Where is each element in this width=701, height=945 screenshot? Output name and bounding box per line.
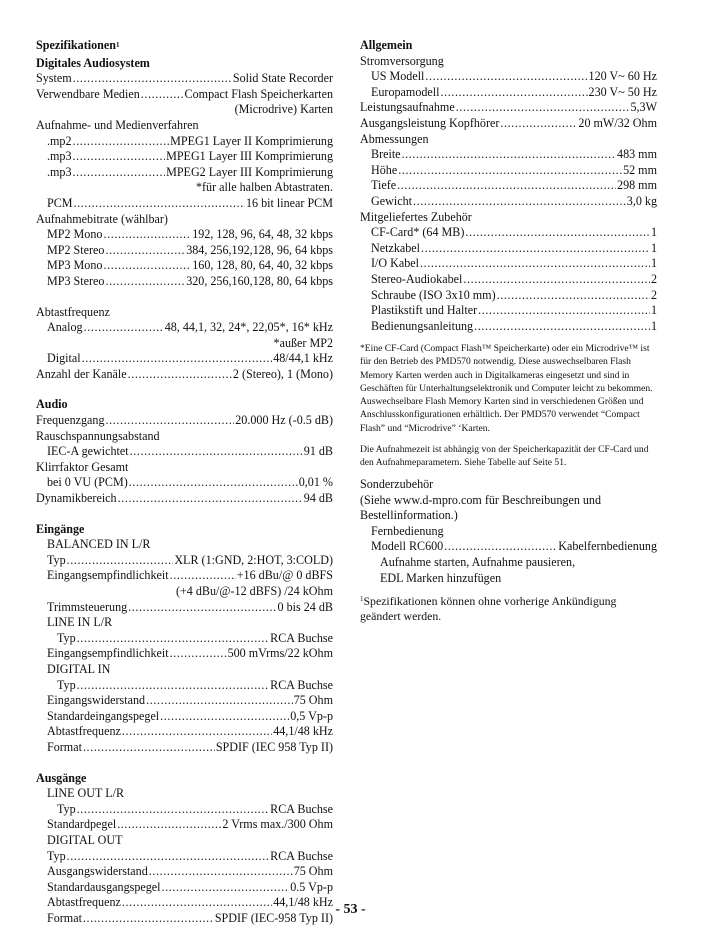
line-text: (Microdrive) Karten <box>234 102 333 117</box>
spec-value: 52 mm <box>623 162 657 177</box>
spec-row-leistungsaufnahme <box>360 100 657 116</box>
spec-text <box>36 460 333 476</box>
spec-row-netzkabel <box>360 241 657 257</box>
dot-leader <box>162 880 290 896</box>
spec-row-mp3 <box>36 149 333 165</box>
line-text: BALANCED IN L/R <box>47 537 151 552</box>
spec-row-us-modell <box>360 69 657 85</box>
spec-label: Standardausgangspegel <box>47 879 161 894</box>
spec-value: 3,0 kg <box>626 193 657 208</box>
spec-text <box>36 584 333 600</box>
dot-leader <box>444 539 557 555</box>
spec-row-mp3 <box>36 165 333 181</box>
line-text: Bestellinformation.) <box>360 508 458 523</box>
dot-leader <box>77 802 270 818</box>
spec-label: Abtastfrequenz <box>47 895 121 910</box>
dot-leader <box>67 553 174 569</box>
heading-text: Audio <box>36 397 68 412</box>
dot-leader <box>103 258 191 274</box>
spec-label: MP2 Mono <box>47 227 103 242</box>
line-text: LINE OUT L/R <box>47 786 125 801</box>
spec-label: Anzahl der Kanäle <box>36 366 127 381</box>
heading-text: Ausgänge <box>36 770 87 785</box>
spec-value: Kabelfernbedienung <box>558 539 657 554</box>
heading-text: Digitales Audiosystem <box>36 55 150 70</box>
right-column <box>360 38 657 624</box>
dot-leader <box>122 724 272 740</box>
spec-label: Tiefe <box>371 178 397 193</box>
section-spacer <box>36 290 333 305</box>
spec-title: Spezifikationen $^1$ <box>36 38 120 52</box>
spec-row-schraube-iso-3x10-mm <box>360 288 657 304</box>
spec-label: Ausgangsleistung Kopfhörer <box>360 115 500 130</box>
section-heading <box>360 38 657 54</box>
dot-leader <box>103 227 191 243</box>
dot-leader <box>73 149 166 165</box>
spec-label: Trimmsteuerung <box>47 599 128 614</box>
spec-value: 48, 44,1, 32, 24*, 22,05*, 16* kHz <box>164 320 333 335</box>
spec-value: 483 mm <box>617 147 657 162</box>
dot-leader <box>118 491 303 507</box>
spec-text <box>360 132 657 148</box>
spec-value: 75 Ohm <box>293 864 333 879</box>
dot-leader <box>67 849 270 865</box>
spec-label: .mp3 <box>47 164 72 179</box>
dot-leader <box>106 413 235 429</box>
dot-leader <box>129 475 298 491</box>
spec-text <box>36 212 333 228</box>
spec-label: Modell RC600 <box>371 539 444 554</box>
line-text: DIGITAL IN <box>47 661 111 676</box>
spec-value: MPEG2 Layer III Komprimierung <box>166 164 333 179</box>
spec-row-pcm <box>36 196 333 212</box>
spec-row-i-o-kabel <box>360 256 657 272</box>
spec-label: Format <box>47 910 82 925</box>
spec-row-frequenzgang <box>36 413 333 429</box>
spec-label: Typ <box>47 552 66 567</box>
dot-leader <box>478 303 650 319</box>
dot-leader <box>73 71 232 87</box>
dot-leader <box>160 709 289 725</box>
spec-value: 120 V~ 60 Hz <box>588 69 657 84</box>
footnote: $^1$Spezifikationen können ohne vorherige Ankündigung geändert werden. <box>360 594 617 624</box>
right-spec-list <box>360 38 657 334</box>
spec-value: 192, 128, 96, 64, 48, 32 kbps <box>192 227 333 242</box>
dot-leader <box>421 241 650 257</box>
spec-value: 230 V~ 50 Hz <box>588 84 657 99</box>
dot-leader <box>141 87 184 103</box>
spec-text <box>36 615 333 631</box>
footnote-number: 1 <box>360 595 364 604</box>
optional-accessories <box>360 477 657 586</box>
line-text: Stromversorgung <box>360 53 444 68</box>
spec-text <box>36 429 333 445</box>
spec-value: MPEG1 Layer III Komprimierung <box>166 149 333 164</box>
section-heading <box>36 771 333 787</box>
spec-row-digital <box>36 351 333 367</box>
spec-label: Eingangsempfindlichkeit <box>47 568 169 583</box>
spec-text <box>36 833 333 849</box>
dot-leader <box>402 147 616 163</box>
section-spacer <box>36 756 333 771</box>
spec-label: Standardeingangspegel <box>47 708 160 723</box>
line-text: Aufnahme starten, Aufnahme pausieren, <box>380 555 576 570</box>
spec-row-system <box>36 71 333 87</box>
spec-row-eingangswiderstand <box>36 693 333 709</box>
spec-label: System <box>36 71 72 86</box>
spec-value: 20.000 Hz (-0.5 dB) <box>235 413 333 428</box>
dot-leader <box>105 274 185 290</box>
spec-label: Bedienungsanleitung <box>371 318 474 333</box>
spec-value: 5,3W <box>630 100 657 115</box>
spec-label: IEC-A gewichtet <box>47 444 129 459</box>
spec-row-breite <box>360 147 657 163</box>
spec-value: 20 mW/32 Ohm <box>578 115 657 130</box>
spec-value: 1 <box>650 256 657 271</box>
spec-row-standardpegel <box>36 817 333 833</box>
spec-row-analog <box>36 320 333 336</box>
spec-value: RCA Buchse <box>270 630 333 645</box>
spec-value: 320, 256,160,128, 80, 64 kbps <box>186 273 333 288</box>
spec-row-eingangsempfindlichkeit <box>36 646 333 662</box>
spec-label: Frequenzgang <box>36 413 105 428</box>
line-text: Klirrfaktor Gesamt <box>36 459 129 474</box>
line-text: Aufnahme- und Medienverfahren <box>36 117 199 132</box>
spec-text <box>360 555 657 571</box>
spec-value: SPDIF (IEC 958 Typ II) <box>215 739 333 754</box>
spec-value: 0 bis 24 dB <box>277 599 333 614</box>
spec-label: Ausgangswiderstand <box>47 864 148 879</box>
spec-row-plastikstift-und-halter <box>360 303 657 319</box>
line-text: Rauschspannungsabstand <box>36 428 160 443</box>
spec-label: Typ <box>57 677 76 692</box>
spec-label: Netzkabel <box>371 240 421 255</box>
dot-leader <box>441 85 588 101</box>
dot-leader <box>130 444 303 460</box>
spec-label: Europamodell <box>371 84 440 99</box>
dot-leader <box>456 100 630 116</box>
line-text: (+4 dBu/@-12 dBFS) /24 kOhm <box>175 584 333 598</box>
spec-row-standardeingangspegel <box>36 709 333 725</box>
dot-leader <box>73 165 166 181</box>
spec-label: PCM <box>47 195 73 210</box>
spec-value: 160, 128, 80, 64, 40, 32 kbps <box>192 258 333 273</box>
spec-text <box>36 537 333 553</box>
spec-value: 2 Vrms max./300 Ohm <box>222 817 333 832</box>
spec-text <box>360 524 657 540</box>
line-text: Fernbedienung <box>371 523 444 538</box>
spec-label: Analog <box>47 320 83 335</box>
spec-text <box>36 336 333 352</box>
dot-leader <box>84 320 164 336</box>
spec-label: Gewicht <box>371 193 412 208</box>
spec-row-iec-a-gewichtet <box>36 444 333 460</box>
spec-value: 44,1/48 kHz <box>273 724 333 739</box>
spec-row-dynamikbereich <box>36 491 333 507</box>
spec-label: .mp2 <box>47 133 72 148</box>
spec-value: 384, 256,192,128, 96, 64 kbps <box>186 242 333 257</box>
line-text: *außer MP2 <box>273 335 333 350</box>
spec-label: MP2 Stereo <box>47 242 105 257</box>
spec-label: Dynamikbereich <box>36 491 117 506</box>
spec-row-trimmsteuerung <box>36 600 333 616</box>
spec-text <box>360 54 657 70</box>
spec-text <box>36 118 333 134</box>
spec-value: XLR (1:GND, 2:HOT, 3:COLD) <box>174 552 333 567</box>
dot-leader <box>170 646 227 662</box>
line-text: DIGITAL OUT <box>47 832 123 847</box>
spec-value: RCA Buchse <box>270 677 333 692</box>
spec-label: Eingangsempfindlichkeit <box>47 646 169 661</box>
dot-leader <box>105 243 185 259</box>
dot-leader <box>77 678 270 694</box>
spec-label: CF-Card* (64 MB) <box>371 225 465 240</box>
dot-leader <box>420 256 650 272</box>
spec-row-gewicht <box>360 194 657 210</box>
dot-leader <box>74 196 245 212</box>
spec-label: bei 0 VU (PCM) <box>47 475 128 490</box>
spec-value: Solid State Recorder <box>232 71 333 86</box>
spec-label: MP3 Mono <box>47 258 103 273</box>
dot-leader <box>398 163 622 179</box>
dot-leader <box>117 817 221 833</box>
spec-value: RCA Buchse <box>270 848 333 863</box>
spec-value: 2 (Stereo), 1 (Mono) <box>232 366 333 381</box>
spec-label: Stereo-Audiokabel <box>371 271 463 286</box>
spec-row-modell-rc600 <box>360 539 657 555</box>
spec-label: Standardpegel <box>47 817 117 832</box>
spec-row-stereo-audiokabel <box>360 272 657 288</box>
dot-leader <box>170 568 236 584</box>
spec-value: 91 dB <box>303 444 333 459</box>
spec-value: 48/44,1 kHz <box>273 351 333 366</box>
section-spacer <box>36 507 333 522</box>
spec-row-tiefe <box>360 178 657 194</box>
spec-row-anzahl-der-kanäle <box>36 367 333 383</box>
spec-label: Leistungsaufnahme <box>360 100 455 115</box>
spec-row-typ <box>36 849 333 865</box>
spec-row-mp3-stereo <box>36 274 333 290</box>
spec-label: Format <box>47 739 82 754</box>
spec-label: Eingangswiderstand <box>47 693 146 708</box>
line-text: (Siehe www.d-mpro.com für Beschreibungen und <box>360 492 602 507</box>
dot-leader <box>128 367 232 383</box>
section-spacer <box>36 382 333 397</box>
spec-label: MP3 Stereo <box>47 273 105 288</box>
spec-value: SPDIF (IEC-958 Typ II) <box>214 910 333 925</box>
spec-row-eingangsempfindlichkeit <box>36 568 333 584</box>
spec-label: I/O Kabel <box>371 256 420 271</box>
dot-leader <box>500 116 577 132</box>
line-text: Aufnahmebitrate (wählbar) <box>36 211 168 226</box>
spec-label: Plastikstift und Halter <box>371 303 478 318</box>
spec-text <box>360 477 657 493</box>
spec-label: Digital <box>47 351 81 366</box>
spec-row-typ <box>36 553 333 569</box>
spec-value: 16 bit linear PCM <box>245 195 333 210</box>
dot-leader <box>146 693 293 709</box>
spec-value: RCA Buchse <box>270 801 333 816</box>
dot-leader <box>83 740 215 756</box>
page-number: - 53 - <box>335 902 366 917</box>
spec-row-bedienungsanleitung <box>360 319 657 335</box>
spec-row-ausgangswiderstand <box>36 864 333 880</box>
dot-leader <box>465 225 650 241</box>
spec-value: 75 Ohm <box>293 693 333 708</box>
recording-time-note: Die Aufnahmezeit ist abhängig von der Speicherkapazität der CF-Card und den Aufnahmeparametern. Siehe Tabelle auf Seite 51. <box>360 443 649 468</box>
line-text: LINE IN L/R <box>47 615 113 630</box>
cf-card-note: *Eine CF-Card (Compact Flash™ Speicherkarte) oder ein Microdrive™ ist für den Betrieb des PMD570 notwendig. Diese auswechselbaren Flash Memory Karten werden auch in Digitalkameras eingesetzt und sind in Geschäften für Unterhaltungselektronik und Computer leicht zu bekommen. Auswechselbare Flash Memory Karten sind in verschiedenen Größen und Anschlusskonfigurationen erhältlich. Der PMD570 verwendet “Compact Flash” und “Microdrive” ‘Karten. <box>360 343 653 434</box>
section-heading <box>36 56 333 72</box>
spec-row-typ <box>36 678 333 694</box>
spec-row-mp2 <box>36 134 333 150</box>
spec-text <box>36 305 333 321</box>
line-text: Abmessungen <box>360 131 429 146</box>
section-heading <box>36 522 333 538</box>
spec-row-mp2-mono <box>36 227 333 243</box>
dot-leader <box>425 69 587 85</box>
dot-leader <box>82 351 273 367</box>
spec-label: Typ <box>47 848 66 863</box>
dot-leader <box>73 134 170 150</box>
heading-text: Allgemein <box>360 38 413 52</box>
heading-text: Eingänge <box>36 521 85 536</box>
spec-label: Typ <box>57 630 76 645</box>
dot-leader <box>497 288 650 304</box>
footnote-marker: 1 <box>115 41 120 49</box>
spec-value: 44,1/48 kHz <box>273 895 333 910</box>
left-column <box>36 38 333 926</box>
dot-leader <box>474 319 650 335</box>
line-text: Abtastfrequenz <box>36 304 110 319</box>
spec-value: 298 mm <box>617 178 657 193</box>
spec-row-europamodell <box>360 85 657 101</box>
spec-row-mp3-mono <box>36 258 333 274</box>
spec-row-typ <box>36 802 333 818</box>
spec-value: 500 mVrms/22 kOhm <box>227 646 333 661</box>
dot-leader <box>77 631 270 647</box>
spec-value: MPEG1 Layer II Komprimierung <box>170 133 333 148</box>
spec-value: 2 <box>650 271 657 286</box>
spec-row-typ <box>36 631 333 647</box>
section-heading <box>36 397 333 413</box>
spec-row-format <box>36 740 333 756</box>
spec-value: 0,01 % <box>298 475 333 490</box>
spec-row-abtastfrequenz <box>36 724 333 740</box>
spec-row-ausgangsleistung-kopfhörer <box>360 116 657 132</box>
spec-value: 0.5 Vp-p <box>290 879 333 894</box>
spec-text <box>360 508 657 524</box>
spec-value: 1 <box>650 240 657 255</box>
spec-row-verwendbare-medien <box>36 87 333 103</box>
spec-value: 1 <box>650 225 657 240</box>
dot-leader <box>128 600 276 616</box>
line-text: Mitgeliefertes Zubehör <box>360 209 472 224</box>
spec-text <box>36 662 333 678</box>
spec-value: Compact Flash Speicherkarten <box>184 86 333 101</box>
spec-label: Typ <box>57 801 76 816</box>
dot-leader <box>149 864 293 880</box>
spec-row-bei-0-vu-pcm <box>36 475 333 491</box>
spec-value: 94 dB <box>303 491 333 506</box>
dot-leader <box>397 178 616 194</box>
spec-row-standardausgangspegel <box>36 880 333 896</box>
spec-text <box>36 180 333 196</box>
spec-text <box>360 210 657 226</box>
line-text: *für alle halben Abtastraten. <box>195 180 333 195</box>
left-spec-list <box>36 56 333 927</box>
dot-leader <box>463 272 650 288</box>
spec-row-cf-card-64-mb <box>360 225 657 241</box>
spec-label: Verwendbare Medien <box>36 86 140 101</box>
spec-label: Schraube (ISO 3x10 mm) <box>371 287 496 302</box>
spec-row-höhe <box>360 163 657 179</box>
spec-text <box>36 102 333 118</box>
spec-text <box>36 786 333 802</box>
spec-label: .mp3 <box>47 149 72 164</box>
spec-label: Höhe <box>371 162 398 177</box>
spec-text <box>360 493 657 509</box>
dot-leader <box>413 194 626 210</box>
spec-value: 1 <box>650 303 657 318</box>
spec-label: US Modell <box>371 69 425 84</box>
spec-label: Abtastfrequenz <box>47 724 121 739</box>
line-text: Sonderzubehör <box>360 477 434 492</box>
spec-value: +16 dBu/@ 0 dBFS <box>236 568 333 583</box>
spec-text <box>360 571 657 587</box>
line-text: EDL Marken hinzufügen <box>380 570 502 585</box>
spec-value: 2 <box>650 287 657 302</box>
spec-label: Breite <box>371 147 401 162</box>
spec-row-mp2-stereo <box>36 243 333 259</box>
spec-value: 0,5 Vp-p <box>290 708 333 723</box>
spec-value: 1 <box>650 318 657 333</box>
